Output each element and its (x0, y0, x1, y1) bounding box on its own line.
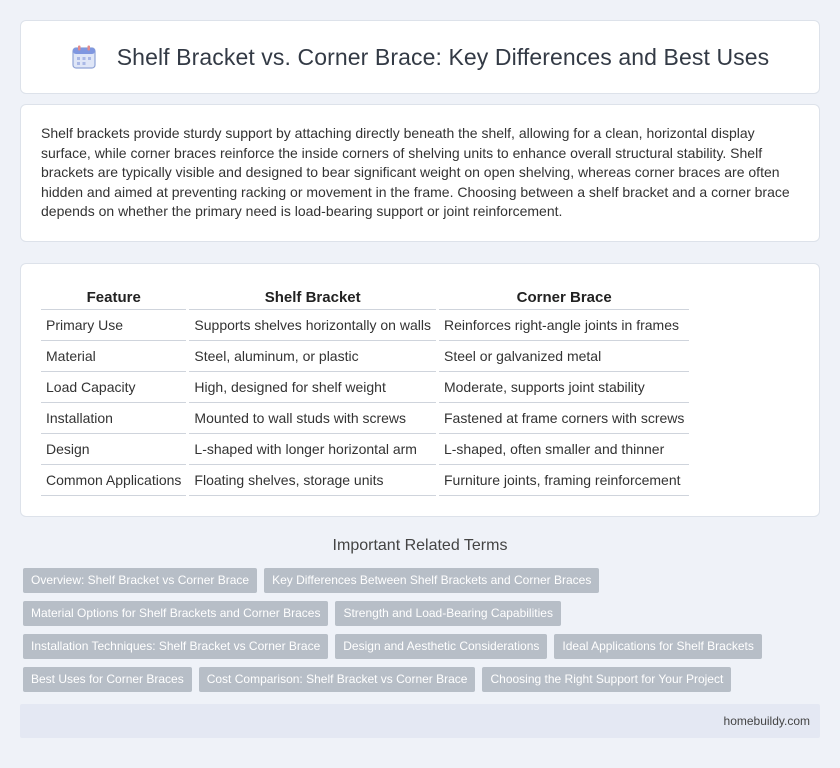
table-cell: Material (41, 341, 186, 372)
table-cell: Supports shelves horizontally on walls (189, 310, 436, 341)
table-cell: Furniture joints, framing reinforcement (439, 465, 689, 496)
table-cell: Primary Use (41, 310, 186, 341)
table-row (41, 341, 689, 372)
footer (20, 704, 820, 738)
header-shelf-bracket: Shelf Bracket (189, 284, 436, 310)
table-cell: L-shaped, often smaller and thinner (439, 434, 689, 465)
tag-row (23, 667, 823, 692)
related-terms-list (23, 568, 823, 700)
table-cell: Reinforces right-angle joints in frames (439, 310, 689, 341)
related-term-tag[interactable]: Best Uses for Corner Braces (23, 667, 192, 692)
comparison-table (38, 284, 692, 496)
table-cell: Load Capacity (41, 372, 186, 403)
related-terms-title: Important Related Terms (332, 537, 508, 554)
table-cell: High, designed for shelf weight (189, 372, 436, 403)
footer-site-link[interactable]: homebuildy.com (723, 714, 810, 728)
table-row (41, 403, 689, 434)
table-cell: Common Applications (41, 465, 186, 496)
calendar-icon (71, 44, 97, 70)
table-row (41, 372, 689, 403)
comparison-table-card (20, 263, 820, 517)
table-header-row (41, 284, 689, 310)
table-cell: Design (41, 434, 186, 465)
table-cell: Steel, aluminum, or plastic (189, 341, 436, 372)
table-cell: Installation (41, 403, 186, 434)
related-term-tag[interactable]: Choosing the Right Support for Your Project (482, 667, 731, 692)
related-term-tag[interactable]: Strength and Load-Bearing Capabilities (335, 601, 560, 626)
header-feature: Feature (41, 284, 186, 310)
table-row (41, 310, 689, 341)
intro-card (20, 104, 820, 242)
related-term-tag[interactable]: Cost Comparison: Shelf Bracket vs Corner Brace (199, 667, 476, 692)
related-term-tag[interactable]: Material Options for Shelf Brackets and Corner Braces (23, 601, 328, 626)
table-cell: L-shaped with longer horizontal arm (189, 434, 436, 465)
table-cell: Steel or galvanized metal (439, 341, 689, 372)
table-row (41, 434, 689, 465)
related-term-tag[interactable]: Design and Aesthetic Considerations (335, 634, 547, 659)
tag-row (23, 634, 823, 659)
title-wrap (71, 44, 770, 71)
tag-row (23, 601, 823, 626)
related-term-tag[interactable]: Key Differences Between Shelf Brackets and Corner Braces (264, 568, 599, 593)
table-row (41, 465, 689, 496)
title-card (20, 20, 820, 94)
table-cell: Floating shelves, storage units (189, 465, 436, 496)
header-corner-brace: Corner Brace (439, 284, 689, 310)
table-cell: Fastened at frame corners with screws (439, 403, 689, 434)
related-term-tag[interactable]: Overview: Shelf Bracket vs Corner Brace (23, 568, 257, 593)
table-cell: Moderate, supports joint stability (439, 372, 689, 403)
intro-paragraph: Shelf brackets provide sturdy support by attaching directly beneath the shelf, allowing for a clean, horizontal display surface, while corner braces reinforce the inside corners of shelving units to enhance overall structural stability. Shelf brackets are typically visible and designed to bear significant weight on open shelving, whereas corner braces are often hidden and aimed at preventing racking or movement in the frame. Choosing between a shelf bracket and a corner brace depends on whether the primary need is load-bearing support or joint reinforcement. (41, 125, 790, 220)
related-term-tag[interactable]: Ideal Applications for Shelf Brackets (554, 634, 761, 659)
tag-row (23, 568, 823, 593)
related-term-tag[interactable]: Installation Techniques: Shelf Bracket vs Corner Brace (23, 634, 328, 659)
page-title: Shelf Bracket vs. Corner Brace: Key Differences and Best Uses (116, 43, 770, 70)
table-cell: Mounted to wall studs with screws (189, 403, 436, 434)
